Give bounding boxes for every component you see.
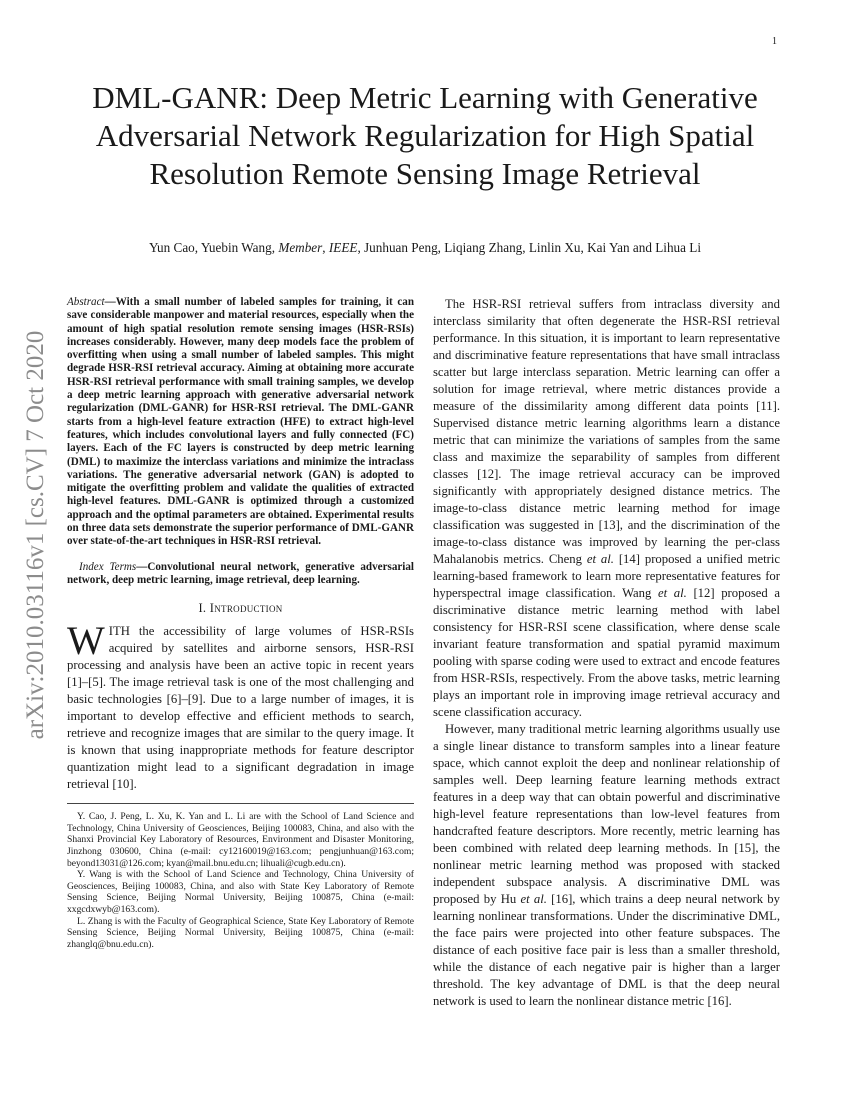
intro-body: [67, 618, 414, 793]
text-run: The HSR-RSI retrieval suffers from intraclass diversity and interclass similarity that often degenerate the HSR-RSI retrieval performance. In this situation, it is important to learn representative and discriminative feature representations that have small intraclass scatter but large interclass separation. Metric learning can offer a solution for image retrieval, where metric distances provide a measure of the dissimilarity among different data points [11]. Supervised distance metric learning algorithms learn a distance metric that can minimize the variations of samples from the same class and maximize the separability of samples from different classes [12]. The image retrieval accuracy can be improved significantly with appropriately designed distance metrics. The image-to-class distance metric learning method for image classification was suggested in [13], and the discrimination of the image-to-class distance was improved by learning the per-class Mahalanobis metrics. Cheng: [433, 297, 780, 566]
left-column: [67, 296, 414, 950]
abstract: [67, 296, 414, 549]
footnote: Y. Cao, J. Peng, L. Xu, K. Yan and L. Li are with the School of Land Science and Technology, China University of Geosciences, Beijing 100083, China, and also with the Shanxi Provincial Key Laboratory of Resources, Environment and Disaster Monitoring, Jinzhong 030600, China (e-mail: cy12160019@163.com; pengjunhuan@163.com; beyond13031@126.com; kyan@mail.bnu.edu.cn; lihuali@cugb.edu.cn).: [67, 811, 414, 869]
text-run: [16], which trains a deep neural network by learning nonlinear transformations. Under the discriminative DML, the face pairs were projected into other feature subspaces. The distance of each positive face pair is less than a smaller threshold, while the distance of each negative pair is higher than a larger threshold. The key advantage of DML is that the deep neural network is used to learn the nonlinear distance metric [16].: [433, 892, 780, 1008]
abstract-label: Abstract: [67, 296, 105, 308]
footnote: Y. Wang is with the School of Land Science and Technology, China University of Geosciences, Beijing 100083, China, and also with State Key Laboratory of Remote Sensing Science, Beijing Normal University, Beijing 100875, China (e-mail: xxgcdxwyb@163.com).: [67, 869, 414, 915]
text-run: However, many traditional metric learning algorithms usually use a single linear distance to transform samples into a linear feature space, which cannot exploit the deep and nonlinear relationship of samples well. Deep learning feature learning methods extract features in a deep way that can obtain powerful and discriminative high-level feature representations than low-level features from handcrafted feature descriptors. More recently, metric learning has been combined with related deep learning methods. In [15], the nonlinear metric learning method was proposed with stacked independent subspace analysis. A discriminative DML was proposed by Hu: [433, 722, 780, 906]
intro-text: ITH the accessibility of large volumes of HSR-RSIs acquired by satellites and airborne sensors, HSR-RSI processing and analysis have been an active topic in recent years [1]–[5]. The image retrieval task is one of the most challenging and basic technologies [6]–[9]. Due to a large number of images, it is important to develop effective and efficient methods to search, retrieve and recognize images that are similar to the query image. It is known that using inappropriate methods for feature descriptor quantization might lead to a significant degradation in image retrieval [10].: [67, 624, 414, 792]
index-terms-text: —Convolutional neural network, generative adversarial network, deep metric learning, image retrieval, deep learning.: [67, 560, 414, 586]
body-paragraph: [433, 296, 780, 721]
et-al: et al.: [520, 892, 547, 906]
text-run: [14] proposed a unified metric learning-based framework to learn more representative features for hyperspectral image classification. Wang: [433, 552, 780, 600]
right-column: [433, 296, 780, 1010]
et-al: et al.: [658, 586, 687, 600]
footnotes: [67, 811, 414, 950]
section-title: Introduction: [209, 601, 283, 616]
index-terms-label: Index Terms: [79, 560, 137, 573]
paper-title: DML-GANR: Deep Metric Learning with Generative Adversarial Network Regularization for High Spatial Resolution Remote Sensing Image Retrieval: [92, 80, 758, 191]
footnote: L. Zhang is with the Faculty of Geographical Science, State Key Laboratory of Remote Sensing Science, Beijing Normal University, Beijing 100875, China (e-mail: zhanglq@bnu.edu.cn).: [67, 915, 414, 950]
et-al: et al.: [586, 552, 614, 566]
body-paragraph: [433, 721, 780, 1010]
text-run: [12] proposed a discriminative distance metric learning method with label consistency for HSR-RSI scene classification, where dense scale invariant feature transformation and spatial pyramid maximum pooling with sparse coding were used to extract and encode features from HSR-RSIs, respectively. From the above tasks, metric learning plays an important role in improving image retrieval accuracy and scene classification accuracy.: [433, 586, 780, 719]
author-ieee: IEEE: [328, 240, 358, 255]
footnote-separator: [67, 803, 414, 804]
authors-comma: ,: [322, 240, 329, 255]
section-number: I.: [198, 601, 207, 616]
authors-rest: , Junhuan Peng, Liqiang Zhang, Linlin Xu, Kai Yan and Lihua Li: [357, 240, 701, 255]
author-list: [50, 240, 800, 256]
authors-lead: Yun Cao, Yuebin Wang,: [148, 240, 279, 255]
intro-paragraph: [67, 618, 414, 793]
abstract-text: —With a small number of labeled samples for training, it can save considerable manpower and material resources, especially when the amount of high spatial resolution remote sensing images (HSR-RSIs) increases considerably. However, many deep models face the problem of overfitting when using a small number of labeled samples. This might degrade HSR-RSI retrieval accuracy. Aiming at obtaining more accurate HSR-RSI retrieval performance with small training samples, we develop a deep metric learning approach with generative adversarial network regularization (DML-GANR) for HSR-RSI retrieval. The DML-GANR starts from a high-level feature extraction (HFE) to extract high-level features, which includes convolutional layers and fully connected (FC) layers. Each of the FC layers is constructed by deep metric learning (DML) to maximize the interclass variations and minimize the intraclass variations. The generative adversarial network (GAN) is adopted to mitigate the overfitting problem and validate the qualities of extracted high-level features. DML-GANR is optimized through a customized approach and the optimal parameters are obtained. Experimental results on three data sets demonstrate the superior performance of DML-GANR over state-of-the-art techniques in HSR-RSI retrieval.: [67, 296, 414, 548]
section-heading: [67, 601, 414, 616]
page-number: 1: [772, 36, 777, 47]
author-member: Member: [278, 240, 323, 255]
arxiv-stamp: arXiv:2010.03116v1 [cs.CV] 7 Oct 2020: [22, 330, 49, 740]
dropcap-letter: W: [67, 618, 105, 664]
index-terms: [67, 561, 414, 588]
